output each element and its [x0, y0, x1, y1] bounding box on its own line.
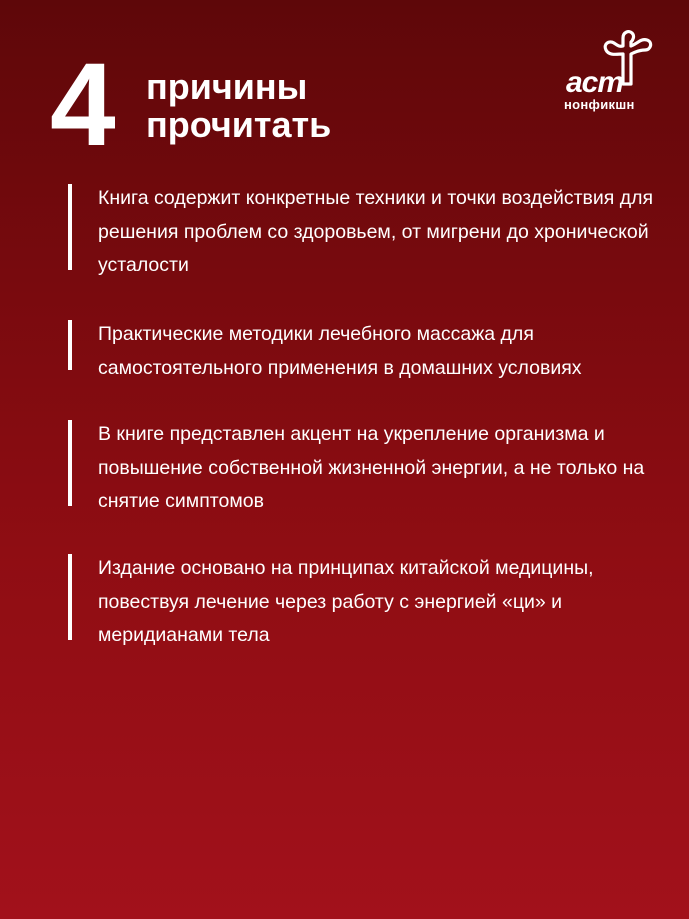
headline-line-1: причины [146, 66, 308, 107]
reason-count: 4 [50, 39, 114, 171]
logo-brand: аст [566, 66, 624, 99]
logo-subtitle: нонфикшн [564, 97, 635, 112]
reason-text: В книге представлен акцент на укрепление организма и повышение собственной жизненной энергии, а не только на снятие симптомов [98, 423, 645, 512]
headline [146, 68, 331, 144]
reason-text: Практические методики лечебного массажа для самостоятельного применения в домашних условиях [98, 323, 582, 379]
reason-bar [68, 184, 72, 270]
reason-text: Книга содержит конкретные техники и точки воздействия для решения проблем со здоровьем, от мигрени до хронической усталости [98, 187, 654, 276]
headline-line-2: прочитать [146, 104, 332, 145]
reason-bar [68, 554, 72, 640]
reason-text: Издание основано на принципах китайской медицины, повествуя лечение через работу с энергией «ци» и меридианами тела [98, 557, 594, 646]
publisher-logo [563, 28, 663, 120]
reason-bar [68, 420, 72, 506]
reason-bar [68, 320, 72, 370]
